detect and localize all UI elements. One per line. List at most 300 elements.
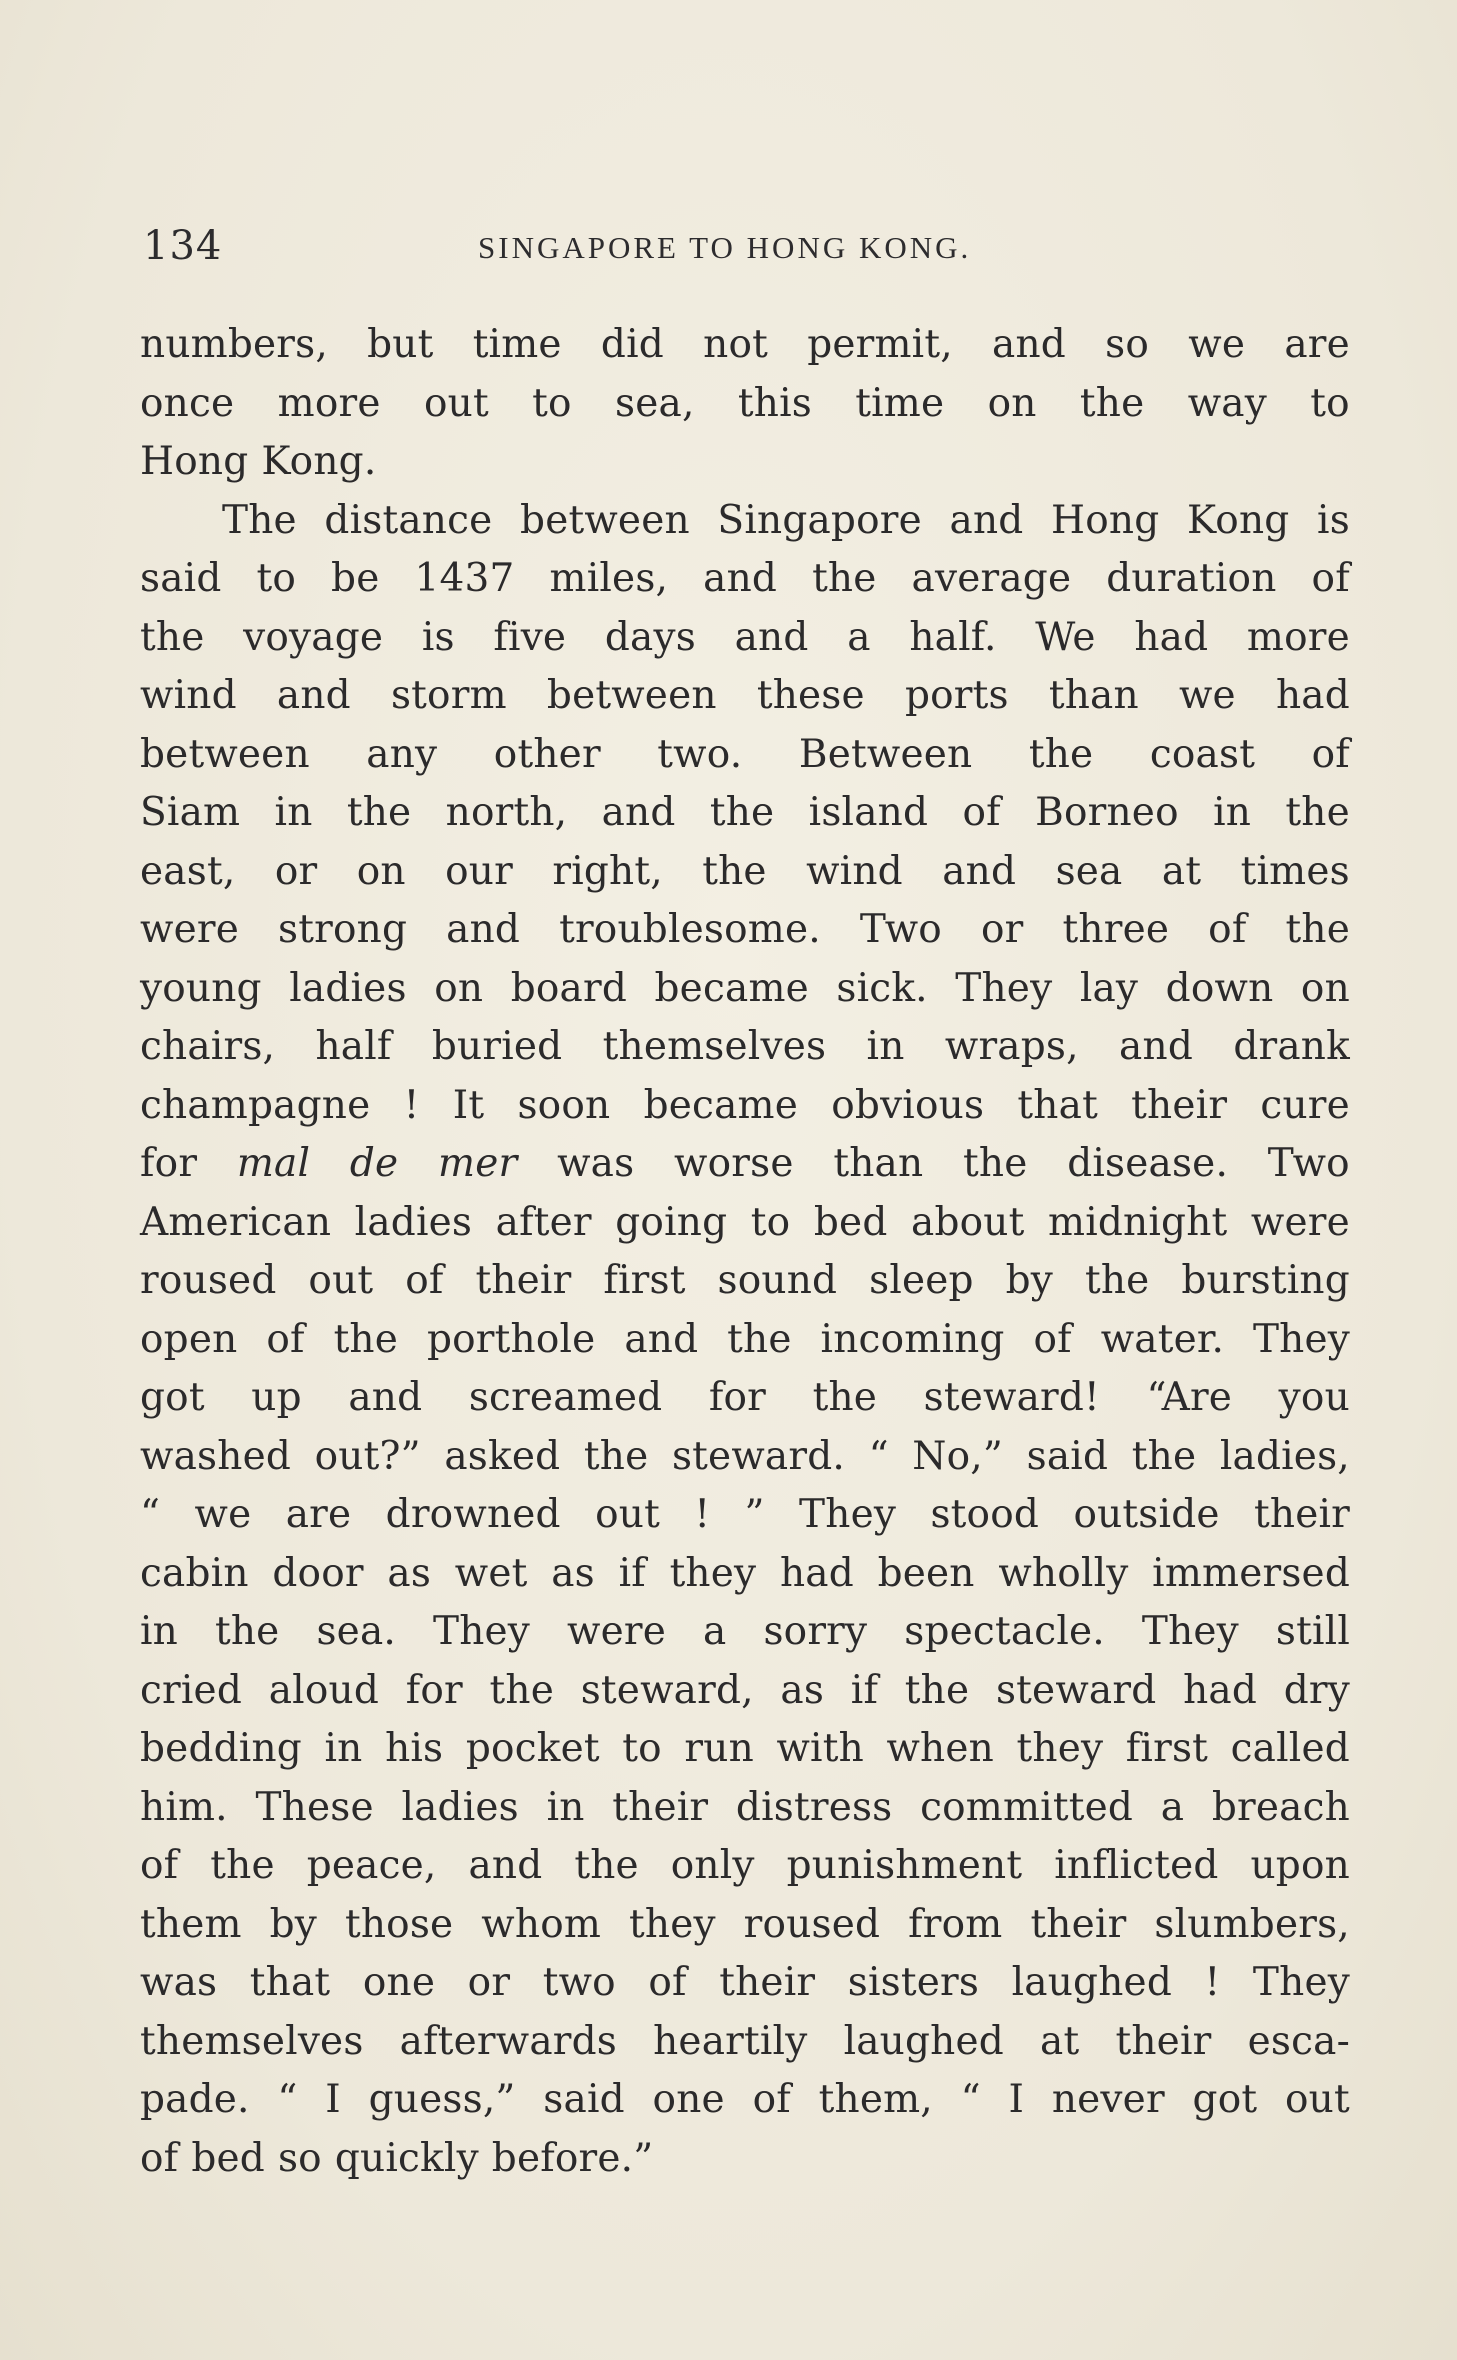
- word: they: [1016, 1726, 1104, 1771]
- word: had: [1183, 1667, 1257, 1713]
- text-line: [140, 609, 1350, 668]
- word: coast: [1149, 731, 1256, 777]
- word: Hong: [1051, 497, 1160, 543]
- text-line: [140, 667, 1350, 726]
- text-line: [140, 784, 1350, 843]
- word: asked: [444, 1433, 561, 1479]
- word: of: [140, 1843, 179, 1888]
- word: aloud: [268, 1667, 379, 1713]
- word: they: [669, 1550, 757, 1596]
- word: sorry: [763, 1609, 868, 1654]
- word: disease.: [1067, 1141, 1229, 1186]
- word: the: [1131, 1433, 1197, 1479]
- word: we: [1178, 673, 1236, 718]
- word: was: [140, 1960, 218, 2005]
- word: “: [868, 1433, 889, 1479]
- word: Kong: [1187, 497, 1290, 543]
- word: and: [446, 907, 521, 952]
- word: They: [799, 1492, 897, 1537]
- text-line: [140, 960, 1350, 1019]
- word: drank: [1233, 1024, 1350, 1069]
- word: roused: [743, 1901, 881, 1947]
- word: half: [315, 1024, 392, 1069]
- word: open: [140, 1316, 238, 1362]
- text-line: [140, 375, 1350, 434]
- word: distress: [735, 1784, 893, 1830]
- word: the: [333, 1316, 399, 1362]
- word: for: [405, 1667, 463, 1713]
- word: Singapore: [717, 497, 922, 543]
- word: and: [1119, 1024, 1193, 1069]
- word: time: [855, 380, 945, 426]
- text-line: [140, 1779, 1350, 1838]
- word: three: [1062, 907, 1170, 952]
- word: and: [468, 1843, 543, 1888]
- word: numbers,: [140, 322, 328, 367]
- word: the: [727, 1316, 792, 1362]
- word: of: [405, 1258, 444, 1303]
- word: after: [495, 1199, 592, 1245]
- word: Hong: [140, 439, 249, 484]
- text-line: [140, 1545, 1350, 1604]
- text-line: [140, 1954, 1350, 2013]
- word: ladies: [401, 1784, 519, 1830]
- word: They: [1252, 1316, 1350, 1362]
- word: this: [737, 380, 812, 426]
- word: be: [331, 556, 380, 601]
- word: immersed: [1152, 1550, 1350, 1596]
- word: They: [432, 1609, 531, 1654]
- word: out: [595, 1492, 660, 1537]
- word: slumbers,: [1154, 1901, 1350, 1947]
- word: were: [1250, 1199, 1350, 1245]
- word: the: [1084, 1258, 1150, 1303]
- word: laughed: [1011, 1960, 1172, 2005]
- word: than: [833, 1141, 924, 1186]
- word: was: [557, 1141, 635, 1186]
- word: got: [1192, 2077, 1258, 2122]
- word: days: [604, 614, 696, 660]
- word: them,: [818, 2077, 933, 2122]
- word: time: [472, 322, 562, 367]
- word: the: [1285, 907, 1350, 952]
- word: of: [1208, 907, 1247, 952]
- word: not: [703, 322, 768, 367]
- word: two: [542, 1960, 616, 2005]
- word: These: [255, 1784, 374, 1830]
- text-line: [140, 901, 1350, 960]
- word: bedding: [140, 1726, 302, 1771]
- word: their: [1131, 1082, 1228, 1128]
- word: sleep: [869, 1258, 974, 1303]
- word: Between: [798, 731, 973, 777]
- word: obvious: [831, 1082, 985, 1128]
- text-line: [140, 1720, 1350, 1779]
- text-line: [140, 2130, 1350, 2189]
- word: for: [708, 1375, 767, 1420]
- word: became: [654, 965, 809, 1011]
- word: half.: [909, 614, 997, 660]
- word: in: [324, 1726, 363, 1771]
- text-line: [140, 1369, 1350, 1428]
- word: five: [493, 614, 567, 660]
- word: the: [702, 848, 767, 894]
- word: of: [752, 2077, 791, 2122]
- word: They: [1252, 1960, 1350, 2005]
- word: in: [866, 1024, 905, 1069]
- word: 1437: [414, 556, 515, 601]
- word: heartily: [653, 2018, 808, 2064]
- text-line: [140, 1662, 1350, 1721]
- text-line: [140, 1837, 1350, 1896]
- word: bed: [191, 2135, 265, 2181]
- word: cabin: [140, 1550, 249, 1596]
- word: the: [1285, 790, 1350, 835]
- word: themselves: [140, 2018, 364, 2064]
- word: are: [1284, 322, 1350, 367]
- word: said: [1026, 1433, 1109, 1479]
- word: his: [385, 1726, 444, 1771]
- word: so: [1105, 322, 1150, 367]
- word: breach: [1211, 1784, 1350, 1830]
- word: porthole: [426, 1316, 596, 1362]
- word: to: [622, 1726, 662, 1771]
- word: on: [356, 848, 406, 894]
- word: laughed: [843, 2018, 1004, 2064]
- word: never: [1051, 2077, 1165, 2122]
- page-number: 134: [143, 223, 223, 269]
- word: him.: [140, 1784, 228, 1830]
- word: miles,: [549, 556, 669, 601]
- word: average: [911, 556, 1072, 601]
- word: de: [349, 1141, 399, 1186]
- word: bursting: [1181, 1258, 1350, 1303]
- word: Two: [859, 907, 942, 952]
- word: from: [908, 1901, 1003, 1947]
- text-line: [140, 550, 1350, 609]
- word: “: [960, 2077, 981, 2122]
- running-title: SINGAPORE TO HONG KONG.: [478, 230, 972, 265]
- word: young: [140, 965, 262, 1011]
- word: east,: [140, 848, 236, 894]
- word: going: [615, 1199, 728, 1245]
- word: called: [1230, 1726, 1350, 1771]
- word: the: [904, 1667, 970, 1713]
- word: we: [1188, 322, 1246, 367]
- word: “: [140, 1492, 161, 1537]
- word: the: [346, 790, 412, 835]
- word: They: [955, 965, 1053, 1011]
- text-line: [140, 726, 1350, 785]
- word: first: [603, 1258, 686, 1303]
- word: a: [703, 1609, 727, 1654]
- word: in: [1213, 790, 1252, 835]
- word: once: [140, 380, 235, 426]
- word: board: [510, 965, 627, 1011]
- word: Borneo: [1035, 790, 1179, 835]
- word: sea: [1055, 848, 1123, 894]
- word: wet: [454, 1550, 528, 1596]
- word: American: [140, 1199, 332, 1245]
- word: out: [308, 1258, 374, 1303]
- word: and: [624, 1316, 699, 1362]
- word: more: [1246, 614, 1350, 660]
- word: troublesome.: [559, 907, 821, 952]
- word: their: [1254, 1492, 1350, 1537]
- word: ladies,: [1219, 1433, 1350, 1479]
- word: of: [266, 1316, 305, 1362]
- word: steward: [995, 1667, 1157, 1713]
- word: way: [1187, 380, 1267, 426]
- word: so: [277, 2135, 322, 2181]
- text-line: [140, 2013, 1350, 2072]
- word: that: [249, 1960, 331, 2005]
- word: out: [1284, 2077, 1350, 2122]
- word: afterwards: [399, 2018, 617, 2064]
- word: pade.: [140, 2077, 250, 2122]
- word: of: [962, 790, 1001, 835]
- word: of: [1311, 556, 1350, 601]
- word: Two: [1267, 1141, 1350, 1186]
- text-line: [140, 316, 1350, 375]
- word: roused: [140, 1258, 277, 1303]
- word: storm: [390, 673, 507, 718]
- word: inflicted: [1054, 1843, 1219, 1888]
- word: to: [256, 556, 297, 601]
- word: !: [1204, 1960, 1221, 2005]
- word: sea,: [615, 380, 695, 426]
- word: on: [434, 965, 484, 1011]
- word: It: [452, 1082, 485, 1128]
- word: but: [367, 322, 434, 367]
- text-line: [140, 2071, 1350, 2130]
- word: permit,: [807, 322, 953, 367]
- word: I: [325, 2077, 341, 2122]
- word: sound: [717, 1258, 838, 1303]
- word: the: [574, 1843, 639, 1888]
- word: steward!: [923, 1375, 1100, 1420]
- word: been: [877, 1550, 975, 1596]
- word: any: [366, 731, 438, 777]
- word: their: [1115, 2018, 1212, 2064]
- word: got: [140, 1375, 205, 1420]
- word: wraps,: [944, 1024, 1079, 1069]
- word: for: [140, 1141, 198, 1186]
- word: their: [475, 1258, 572, 1303]
- text-line: [140, 1311, 1350, 1370]
- word: committed: [920, 1784, 1134, 1830]
- word: island: [808, 790, 929, 835]
- word: one: [362, 1960, 436, 2005]
- word: were: [567, 1609, 667, 1654]
- word: soon: [517, 1082, 611, 1128]
- word: as: [551, 1550, 595, 1596]
- word: down: [1165, 965, 1274, 1011]
- word: sea.: [316, 1609, 396, 1654]
- word: up: [251, 1375, 302, 1420]
- word: the: [210, 1843, 275, 1888]
- word: their: [612, 1784, 709, 1830]
- text-line: [140, 1077, 1350, 1136]
- word: wind: [806, 848, 903, 894]
- word: whom: [481, 1901, 602, 1947]
- word: we: [194, 1492, 252, 1537]
- word: the: [214, 1609, 280, 1654]
- word: !: [403, 1082, 420, 1128]
- word: between: [140, 731, 310, 777]
- word: north,: [445, 790, 568, 835]
- word: the: [140, 614, 205, 660]
- word: and: [942, 848, 1017, 894]
- word: strong: [278, 907, 408, 952]
- word: mer: [438, 1141, 518, 1186]
- word: worse: [674, 1141, 794, 1186]
- word: out?”: [314, 1433, 421, 1479]
- word: had: [779, 1550, 854, 1596]
- word: They: [1141, 1609, 1239, 1654]
- word: wholly: [998, 1550, 1129, 1596]
- word: outside: [1073, 1492, 1220, 1537]
- word: in: [546, 1784, 585, 1830]
- word: became: [643, 1082, 798, 1128]
- word: these: [756, 673, 865, 718]
- text-line: [140, 843, 1350, 902]
- word: door: [272, 1550, 364, 1596]
- word: times: [1240, 848, 1350, 894]
- word: if: [850, 1667, 879, 1713]
- word: ”: [744, 1492, 765, 1537]
- word: said: [140, 556, 222, 601]
- word: champagne: [140, 1082, 371, 1128]
- word: their: [719, 1960, 816, 2005]
- word: peace,: [306, 1843, 437, 1888]
- word: duration: [1106, 556, 1277, 601]
- text-line: [140, 1428, 1350, 1487]
- word: screamed: [468, 1375, 663, 1420]
- word: sick.: [836, 965, 928, 1011]
- word: between: [520, 497, 690, 543]
- word: We: [1035, 614, 1096, 660]
- word: “: [277, 2077, 298, 2122]
- text-line: [140, 433, 1350, 492]
- word: “Are: [1146, 1375, 1233, 1420]
- word: bed: [813, 1199, 888, 1245]
- word: steward.: [671, 1433, 845, 1479]
- word: were: [140, 907, 239, 952]
- word: out: [423, 380, 489, 426]
- word: buried: [431, 1024, 563, 1069]
- word: as: [387, 1550, 432, 1596]
- word: pocket: [465, 1726, 600, 1771]
- word: midnight: [1048, 1199, 1228, 1245]
- word: upon: [1250, 1843, 1350, 1888]
- word: at: [1161, 848, 1202, 894]
- word: our: [445, 848, 513, 894]
- word: of: [140, 2135, 179, 2181]
- word: quickly: [334, 2135, 479, 2181]
- word: and: [992, 322, 1066, 367]
- word: the: [1079, 380, 1145, 426]
- word: between: [546, 673, 717, 718]
- word: wind: [140, 673, 237, 718]
- word: steward,: [580, 1667, 754, 1713]
- word: of: [1033, 1316, 1072, 1362]
- word: water.: [1100, 1316, 1225, 1362]
- word: their: [1030, 1901, 1127, 1947]
- word: to: [532, 380, 572, 426]
- word: mal: [236, 1141, 311, 1186]
- word: guess,”: [368, 2077, 516, 2122]
- word: cure: [1260, 1082, 1350, 1128]
- word: and: [734, 614, 809, 660]
- word: distance: [324, 497, 493, 543]
- word: lay: [1079, 965, 1139, 1011]
- word: stood: [930, 1492, 1040, 1537]
- word: that: [1017, 1082, 1098, 1128]
- word: the: [1028, 731, 1094, 777]
- word: voyage: [243, 614, 384, 660]
- word: the: [963, 1141, 1028, 1186]
- word: dry: [1283, 1667, 1350, 1713]
- word: at: [1040, 2018, 1080, 2064]
- word: if: [618, 1550, 646, 1596]
- word: other: [493, 731, 601, 777]
- word: Kong.: [261, 439, 377, 484]
- word: before.”: [491, 2135, 654, 2181]
- text-line: [140, 1486, 1350, 1545]
- word: as: [780, 1667, 825, 1713]
- word: a: [847, 614, 871, 660]
- word: with: [776, 1726, 864, 1771]
- word: Siam: [140, 790, 241, 835]
- word: ports: [904, 673, 1009, 718]
- word: the: [812, 1375, 878, 1420]
- word: by: [1005, 1258, 1054, 1303]
- text-line: [140, 1252, 1350, 1311]
- word: by: [269, 1901, 318, 1947]
- word: them: [140, 1901, 242, 1947]
- word: The: [222, 497, 297, 543]
- word: spectacle.: [904, 1609, 1105, 1654]
- word: of: [1311, 731, 1350, 777]
- word: the: [812, 556, 877, 601]
- word: had: [1134, 614, 1209, 660]
- word: cried: [140, 1667, 243, 1713]
- word: sisters: [847, 1960, 980, 2005]
- word: washed: [140, 1433, 292, 1479]
- text-line: [140, 1018, 1350, 1077]
- word: said: [543, 2077, 625, 2122]
- word: on: [1300, 965, 1350, 1011]
- word: two.: [657, 731, 743, 777]
- word: themselves: [602, 1024, 827, 1069]
- word: or: [274, 848, 318, 894]
- body-text: [140, 316, 1350, 2188]
- word: about: [911, 1199, 1025, 1245]
- word: when: [886, 1726, 994, 1771]
- text-line: [140, 1194, 1350, 1253]
- word: in: [274, 790, 313, 835]
- word: ladies: [354, 1199, 473, 1245]
- word: did: [600, 322, 664, 367]
- word: and: [276, 673, 351, 718]
- word: those: [344, 1901, 454, 1947]
- word: one: [652, 2077, 725, 2122]
- text-line: [140, 1603, 1350, 1662]
- word: or: [981, 907, 1024, 952]
- word: the: [489, 1667, 555, 1713]
- word: I: [1008, 2077, 1025, 2122]
